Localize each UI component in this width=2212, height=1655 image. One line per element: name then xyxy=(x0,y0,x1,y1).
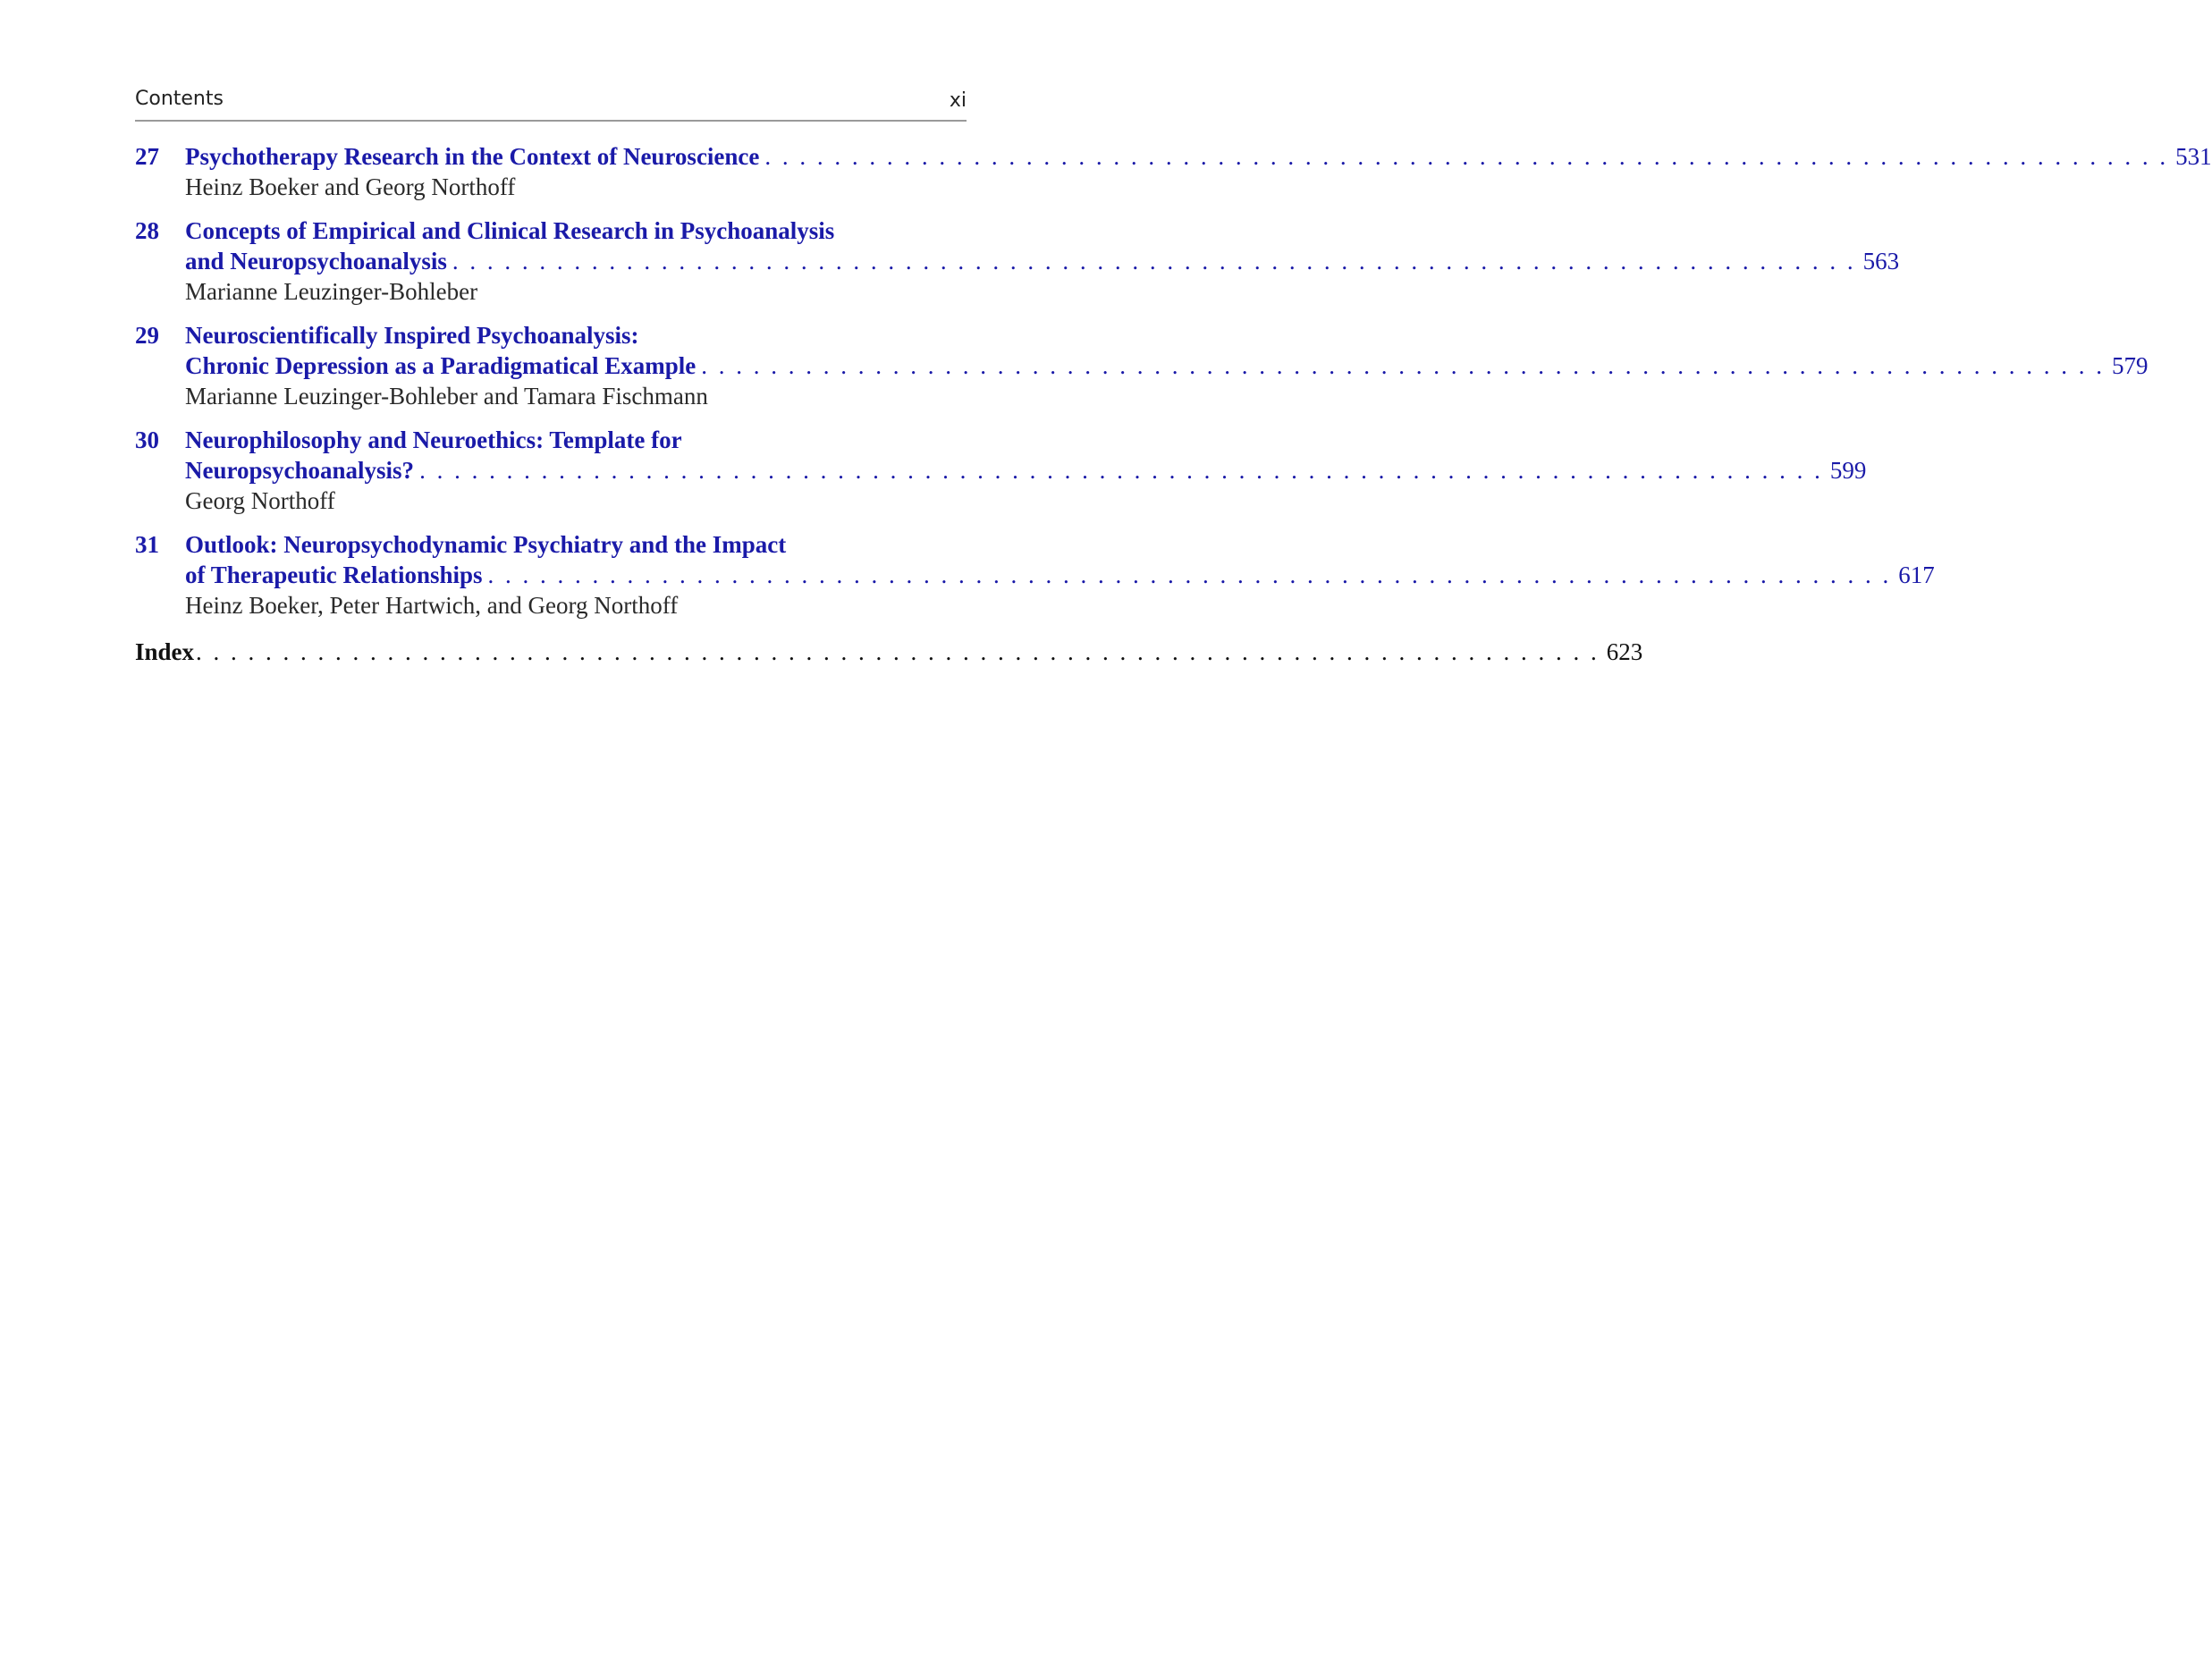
toc-entry-31[interactable] xyxy=(135,529,1935,621)
chapter-title-line[interactable]: Neuroscientifically Inspired Psychoanalysis: xyxy=(185,322,639,349)
chapter-number: 29 xyxy=(135,322,159,349)
toc-entry-29[interactable] xyxy=(135,320,2149,411)
dot-leader: . . . . . . . . . . . . . . . . . . . . . . . . . . . . . . . . . . . . . . . . . . . . . . . . . . . . . . . . . . . . . . . . . . . . . . . . . . . . . . . . . xyxy=(419,457,1823,484)
chapter-title[interactable]: and Neuropsychoanalysis xyxy=(185,248,447,274)
toc-entry-28[interactable] xyxy=(135,215,1900,307)
page-number[interactable]: 617 xyxy=(1898,562,1935,588)
chapter-authors: Heinz Boeker, Peter Hartwich, and Georg Northoff xyxy=(185,592,679,619)
dot-leader: . . . . . . . . . . . . . . . . . . . . . . . . . . . . . . . . . . . . . . . . . . . . . . . . . . . . . . . . . . . . . . . . . . . . . . . . . . . . . . . . . xyxy=(196,638,1600,665)
chapter-number: 27 xyxy=(135,143,159,170)
chapter-authors: Marianne Leuzinger-Bohleber xyxy=(185,278,478,305)
chapter-title-line[interactable]: Neurophilosophy and Neuroethics: Template for xyxy=(185,426,682,453)
page-number[interactable]: 563 xyxy=(1862,248,1900,274)
chapter-title-line[interactable]: Outlook: Neuropsychodynamic Psychiatry and the Impact xyxy=(185,531,787,558)
chapter-authors: Heinz Boeker and Georg Northoff xyxy=(185,173,516,200)
chapter-title[interactable]: Neuropsychoanalysis? xyxy=(185,457,415,484)
chapter-number: 28 xyxy=(135,217,159,244)
toc-entry-27[interactable] xyxy=(135,141,2212,202)
running-head xyxy=(135,86,967,122)
page-number[interactable]: 579 xyxy=(2112,352,2149,379)
toc-page xyxy=(135,86,2212,667)
index-label[interactable]: Index xyxy=(135,638,195,665)
index-page-number[interactable]: 623 xyxy=(1606,638,1643,665)
chapter-title[interactable]: of Therapeutic Relationships xyxy=(185,562,483,588)
chapter-number: 30 xyxy=(135,426,159,453)
chapter-authors: Marianne Leuzinger-Bohleber and Tamara Fischmann xyxy=(185,383,708,410)
dot-leader: . . . . . . . . . . . . . . . . . . . . . . . . . . . . . . . . . . . . . . . . . . . . . . . . . . . . . . . . . . . . . . . . . . . . . . . . . . . . . . . . . xyxy=(487,562,1892,588)
chapter-title-line[interactable]: Concepts of Empirical and Clinical Research in Psychoanalysis xyxy=(185,217,835,244)
page-number[interactable]: 531 xyxy=(2175,143,2212,170)
chapter-authors: Georg Northoff xyxy=(185,487,335,514)
chapter-title[interactable]: Psychotherapy Research in the Context of Neuroscience xyxy=(185,143,760,170)
chapter-title[interactable]: Chronic Depression as a Paradigmatical Example xyxy=(185,352,697,379)
running-head-section: Contents xyxy=(135,88,224,110)
dot-leader: . . . . . . . . . . . . . . . . . . . . . . . . . . . . . . . . . . . . . . . . . . . . . . . . . . . . . . . . . . . . . . . . . . . . . . . . . . . . . . . . . xyxy=(764,143,2169,170)
dot-leader: . . . . . . . . . . . . . . . . . . . . . . . . . . . . . . . . . . . . . . . . . . . . . . . . . . . . . . . . . . . . . . . . . . . . . . . . . . . . . . . . . xyxy=(701,352,2105,379)
chapter-number: 31 xyxy=(135,531,159,558)
toc-entry-30[interactable] xyxy=(135,425,1867,516)
toc-entry-index[interactable] xyxy=(135,637,1643,667)
dot-leader: . . . . . . . . . . . . . . . . . . . . . . . . . . . . . . . . . . . . . . . . . . . . . . . . . . . . . . . . . . . . . . . . . . . . . . . . . . . . . . . . . xyxy=(452,248,1856,274)
page-folio: xi xyxy=(949,89,967,112)
page-number[interactable]: 599 xyxy=(1829,457,1867,484)
table-of-contents xyxy=(135,141,2212,667)
